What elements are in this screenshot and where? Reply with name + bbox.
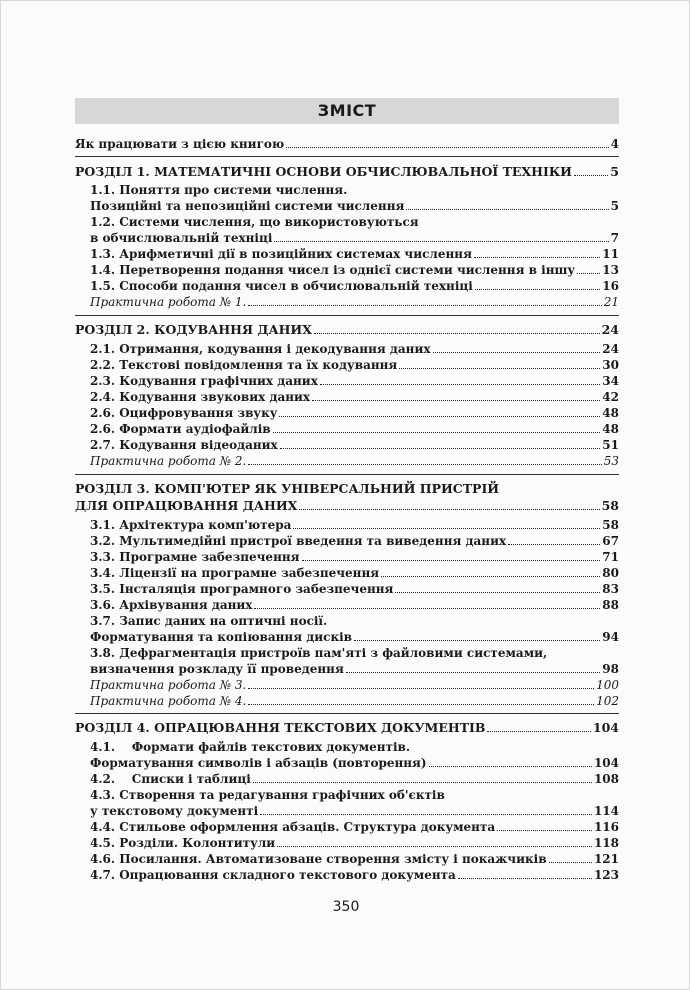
- dot-leader: [577, 273, 600, 274]
- divider: [75, 474, 619, 475]
- dot-leader: [248, 688, 594, 689]
- dot-leader: [314, 333, 600, 334]
- section-page: 5: [610, 164, 619, 179]
- toc-entry-text: 2.4. Кодування звукових даних: [90, 390, 311, 404]
- toc-entry-page: 114: [593, 804, 619, 818]
- toc-entry-page: 118: [593, 836, 619, 850]
- section-page: 58: [601, 498, 619, 513]
- toc-entry-page: 58: [602, 518, 619, 532]
- toc-entry-3-8[interactable]: [90, 662, 619, 676]
- dot-leader: [406, 209, 608, 210]
- toc-entry-4-2[interactable]: [90, 772, 619, 786]
- toc-section-4[interactable]: [75, 720, 619, 735]
- toc-entry-text: 4.4. Стильове оформлення абзаців. Структура документа: [90, 820, 496, 834]
- section-page: 24: [601, 322, 619, 337]
- toc-entry-page: 48: [602, 406, 619, 420]
- page-number: 350: [332, 899, 360, 915]
- toc-entry-page: 108: [593, 772, 619, 786]
- section-title: ДЛЯ ОПРАЦЮВАННЯ ДАНИХ: [75, 498, 298, 513]
- toc-entry-4-6[interactable]: [90, 852, 619, 866]
- toc-entry-practical-1[interactable]: [90, 295, 619, 309]
- toc-entry-3-3[interactable]: [90, 550, 619, 564]
- toc-entry-3-4[interactable]: [90, 566, 619, 580]
- dot-leader: [280, 448, 601, 449]
- toc-entry-page: 80: [602, 566, 619, 580]
- toc-entry-page: 123: [593, 868, 619, 882]
- toc-entry-4-1[interactable]: [90, 756, 619, 770]
- toc-entry-text: Практична робота № 3.: [90, 678, 247, 692]
- section-3-title-line1[interactable]: РОЗДІЛ 3. КОМП'ЮТЕР ЯК УНІВЕРСАЛЬНИЙ ПРИСТРІЙ: [75, 481, 500, 496]
- dot-leader: [254, 608, 600, 609]
- toc-entry-2-6[interactable]: [90, 422, 619, 436]
- toc-entry-text: 4.5. Розділи. Колонтитули: [90, 836, 276, 850]
- toc-entry-3-1[interactable]: [90, 518, 619, 532]
- toc-entry-text: Форматування символів і абзаців (повторення): [90, 756, 427, 770]
- dot-leader: [475, 289, 600, 290]
- toc-entry-intro[interactable]: [75, 137, 619, 151]
- toc-entry-text: визначення розкладу її проведення: [90, 662, 344, 676]
- toc-entry-text: 1.3. Арифметичні дії в позиційних системах числення: [90, 247, 472, 261]
- toc-entry-text: 1.4. Перетворення подання чисел із однієї системи числення в іншу: [90, 263, 576, 277]
- toc-entry-text: 3.3. Програмне забезпечення: [90, 550, 300, 564]
- toc-entry-text: Як працювати з цією книгою: [75, 137, 285, 151]
- toc-entry-page: 13: [602, 263, 619, 277]
- toc-entry-3-7[interactable]: [90, 630, 619, 644]
- dot-leader: [320, 384, 600, 385]
- dot-leader: [399, 368, 600, 369]
- toc-entry-text: 1.5. Способи подання чисел в обчислювальній техніці: [90, 279, 473, 293]
- page-title: ЗМІСТ: [75, 98, 619, 124]
- toc-entry-1-2[interactable]: [90, 231, 619, 245]
- toc-entry-4-7[interactable]: [90, 868, 619, 882]
- toc-entry-3-2[interactable]: [90, 534, 619, 548]
- toc-entry-page: 16: [602, 279, 619, 293]
- toc-entry-text: у текстовому документі: [90, 804, 259, 818]
- toc-entry-practical-3[interactable]: [90, 678, 619, 692]
- toc-entry-page: 21: [603, 295, 619, 309]
- toc-entry-4-5[interactable]: [90, 836, 619, 850]
- dot-leader: [293, 528, 600, 529]
- toc-entry-page: 102: [596, 694, 619, 708]
- toc-entry-page: 116: [593, 820, 619, 834]
- toc-entry-1-3[interactable]: [90, 247, 619, 261]
- toc-entry-page: 7: [610, 231, 619, 245]
- toc-entry-page: 67: [602, 534, 619, 548]
- toc-entry-text: 3.5. Інсталяція програмного забезпечення: [90, 582, 394, 596]
- divider: [75, 713, 619, 714]
- toc-entry-2-4[interactable]: [90, 390, 619, 404]
- toc-entry-page: 42: [602, 390, 619, 404]
- toc-entry-2-7[interactable]: [90, 438, 619, 452]
- toc-entry-text: Практична робота № 4.: [90, 694, 247, 708]
- toc-entry-text: 2.3. Кодування графічних даних: [90, 374, 318, 388]
- section-page: 104: [592, 720, 619, 735]
- toc-entry-page: 34: [602, 374, 619, 388]
- toc-entry-text: 2.7. Кодування відеоданих: [90, 438, 278, 452]
- toc-entry-page: 48: [602, 422, 619, 436]
- dot-leader: [433, 352, 601, 353]
- dot-leader: [248, 305, 601, 306]
- dot-leader: [354, 640, 600, 641]
- dot-leader: [299, 509, 599, 510]
- toc-entry-4-1-line1[interactable]: 4.1. Формати файлів текстових документів.: [90, 740, 411, 754]
- divider: [75, 315, 619, 316]
- dot-leader: [458, 878, 592, 879]
- toc-entry-page: 94: [602, 630, 619, 644]
- toc-entry-practical-4[interactable]: [90, 694, 619, 708]
- toc-section-3[interactable]: [75, 498, 619, 513]
- toc-entry-page: 104: [593, 756, 619, 770]
- toc-entry-2-2[interactable]: [90, 358, 619, 372]
- toc-entry-text: Позиційні та непозиційні системи числення: [90, 199, 405, 213]
- toc-entry-1-2-line1[interactable]: 1.2. Системи числення, що використовуються: [90, 215, 419, 229]
- toc-entry-page: 5: [610, 199, 619, 213]
- toc-entry-text: 4.2. Списки і таблиці: [90, 772, 251, 786]
- divider: [75, 156, 619, 157]
- toc-entry-text: 2.1. Отримання, кодування і декодування даних: [90, 342, 431, 356]
- dot-leader: [312, 400, 600, 401]
- toc-entry-practical-2[interactable]: [90, 454, 619, 468]
- toc-entry-text: 3.1. Архітектура комп'ютера: [90, 518, 292, 532]
- dot-leader: [253, 782, 592, 783]
- toc-entry-page: 51: [602, 438, 619, 452]
- toc-entry-page: 100: [596, 678, 619, 692]
- dot-leader: [497, 830, 592, 831]
- dot-leader: [346, 672, 600, 673]
- dot-leader: [277, 846, 592, 847]
- dot-leader: [574, 175, 608, 176]
- dot-leader: [381, 576, 600, 577]
- toc-entry-2-5[interactable]: [90, 406, 619, 420]
- toc-entry-text: 4.6. Посилання. Автоматизоване створення змісту і покажчиків: [90, 852, 547, 866]
- toc-entry-3-7-line1[interactable]: 3.7. Запис даних на оптичні носії.: [90, 614, 328, 628]
- toc-section-1[interactable]: [75, 164, 619, 179]
- section-title: РОЗДІЛ 4. ОПРАЦЮВАННЯ ТЕКСТОВИХ ДОКУМЕНТІВ: [75, 720, 486, 735]
- dot-leader: [302, 560, 601, 561]
- dot-leader: [286, 147, 608, 148]
- toc-entry-2-1[interactable]: [90, 342, 619, 356]
- toc-entry-text: Форматування та копіювання дисків: [90, 630, 353, 644]
- toc-entry-page: 30: [602, 358, 619, 372]
- toc-entry-text: 4.7. Опрацювання складного текстового документа: [90, 868, 456, 882]
- toc-entry-text: 2.2. Текстові повідомлення та їх кодування: [90, 358, 398, 372]
- toc-entry-text: 2.6. Формати аудіофайлів: [90, 422, 271, 436]
- dot-leader: [549, 862, 592, 863]
- dot-leader: [274, 241, 608, 242]
- dot-leader: [487, 731, 590, 732]
- dot-leader: [395, 592, 600, 593]
- toc-entry-1-4[interactable]: [90, 263, 619, 277]
- toc-entry-page: 11: [602, 247, 619, 261]
- toc-entry-page: 88: [602, 598, 619, 612]
- dot-leader: [248, 704, 594, 705]
- toc-entry-page: 24: [602, 342, 619, 356]
- dot-leader: [248, 464, 601, 465]
- toc-entry-page: 83: [602, 582, 619, 596]
- section-title: РОЗДІЛ 2. КОДУВАННЯ ДАНИХ: [75, 322, 312, 337]
- dot-leader: [508, 544, 600, 545]
- toc-entry-1-5[interactable]: [90, 279, 619, 293]
- toc-entry-3-6[interactable]: [90, 598, 619, 612]
- toc-entry-text: 3.2. Мультимедійні пристрої введення та виведення даних: [90, 534, 507, 548]
- toc-entry-3-8-line1[interactable]: 3.8. Дефрагментація пристроїв пам'яті з файловими системами,: [90, 646, 548, 660]
- dot-leader: [279, 416, 600, 417]
- section-title: РОЗДІЛ 1. МАТЕМАТИЧНІ ОСНОВИ ОБЧИСЛЮВАЛЬНОЇ ТЕХНІКИ: [75, 164, 572, 179]
- dot-leader: [273, 432, 601, 433]
- toc-section-2[interactable]: [75, 322, 619, 337]
- toc-entry-page: 4: [610, 137, 619, 151]
- toc-entry-text: 3.4. Ліцензії на програмне забезпечення: [90, 566, 380, 580]
- toc-entry-1-1-line1[interactable]: 1.1. Поняття про системи числення.: [90, 183, 348, 197]
- toc-entry-text: 3.6. Архівування даних: [90, 598, 253, 612]
- toc-entry-4-3[interactable]: [90, 804, 619, 818]
- toc-entry-page: 53: [603, 454, 619, 468]
- toc-entry-2-3[interactable]: [90, 374, 619, 388]
- toc-entry-page: 98: [602, 662, 619, 676]
- dot-leader: [260, 814, 592, 815]
- toc-entry-1-1[interactable]: [90, 199, 619, 213]
- toc-entry-text: 2.6. Оцифровування звуку: [90, 406, 278, 420]
- dot-leader: [474, 257, 600, 258]
- toc-entry-page: 121: [593, 852, 619, 866]
- toc-entry-page: 71: [602, 550, 619, 564]
- toc-entry-text: Практична робота № 2.: [90, 454, 247, 468]
- toc-entry-text: в обчислювальній техніці: [90, 231, 273, 245]
- toc-entry-3-5[interactable]: [90, 582, 619, 596]
- toc-entry-4-3-line1[interactable]: 4.3. Створення та редагування графічних об'єктів: [90, 788, 445, 802]
- dot-leader: [429, 766, 592, 767]
- toc-entry-text: Практична робота № 1.: [90, 295, 247, 309]
- toc-entry-4-4[interactable]: [90, 820, 619, 834]
